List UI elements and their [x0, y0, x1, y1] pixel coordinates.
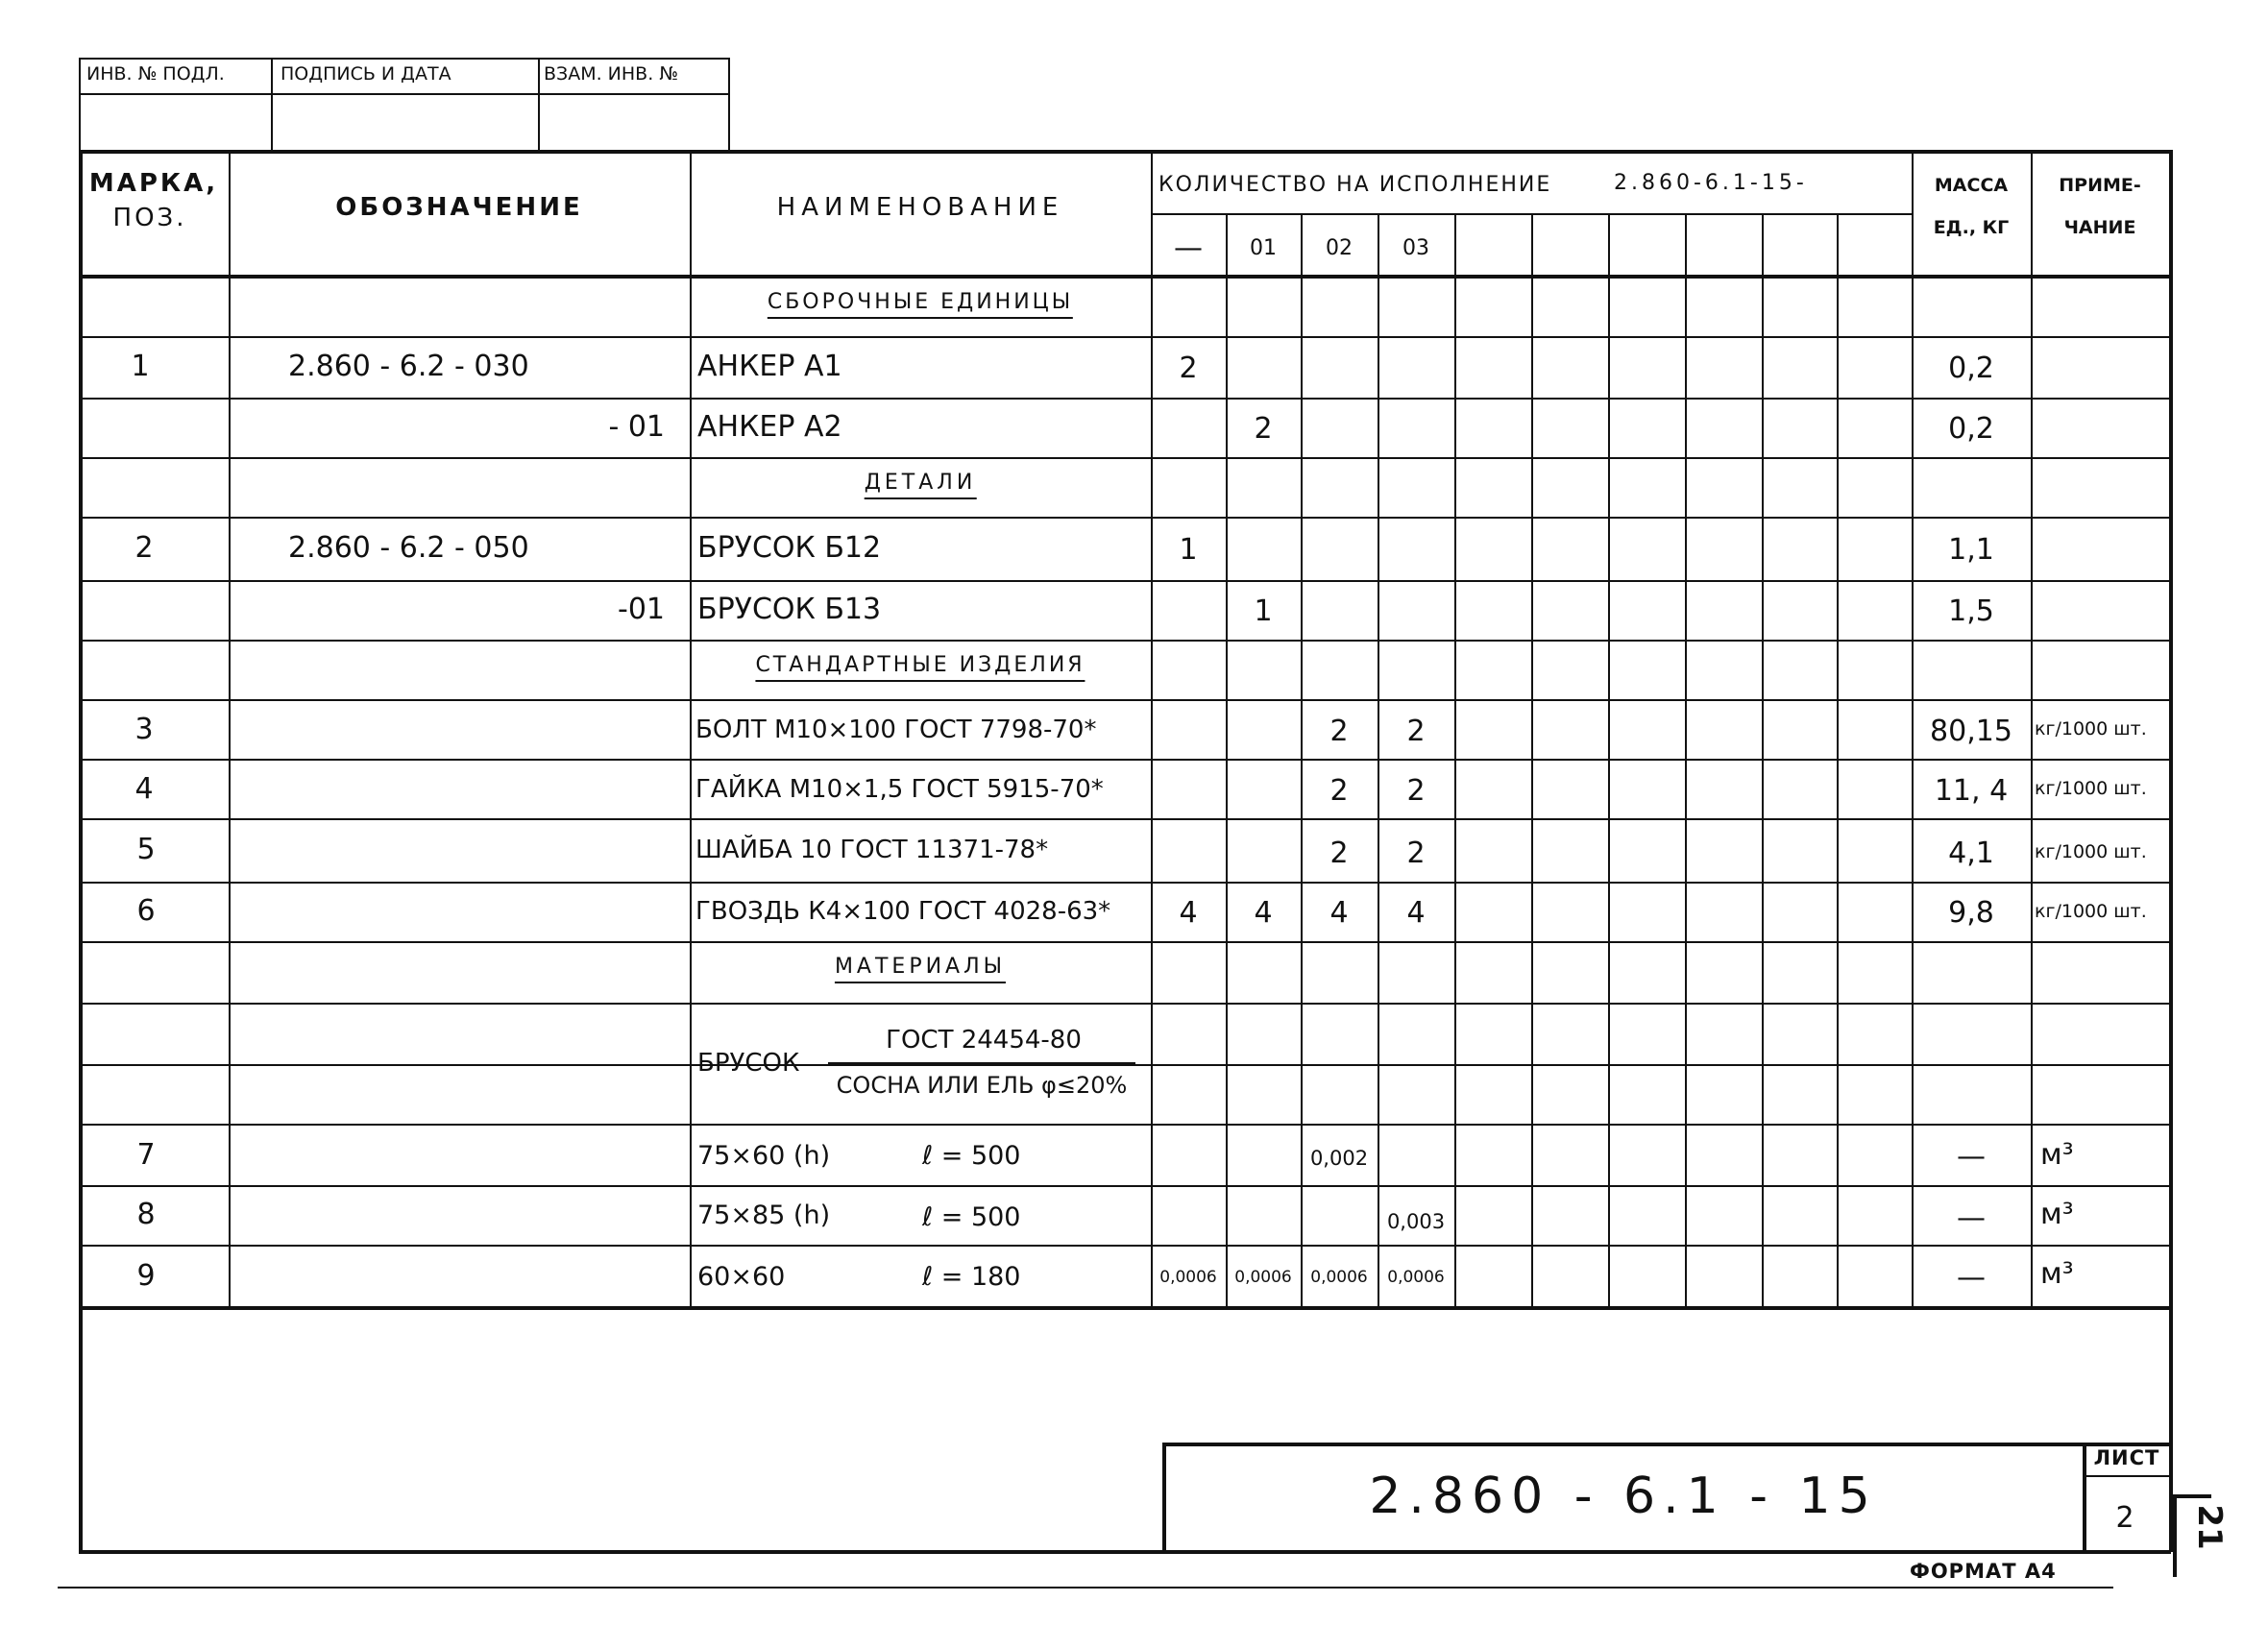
sheet-number: 2 — [2115, 1501, 2134, 1535]
header-pos: ПОЗ. — [112, 204, 187, 232]
row10-pos: 8 — [136, 1198, 156, 1231]
row10-mass: — — [1957, 1201, 1986, 1235]
row1-name: АНКЕР А1 — [697, 350, 842, 383]
header-note-1: ПРИМЕ- — [2059, 175, 2141, 196]
row8-q1: 4 — [1254, 896, 1273, 930]
header-exec-02: 02 — [1326, 236, 1353, 260]
section-assemblies: СБОРОЧНЫЕ ЕДИНИЦЫ — [768, 292, 1073, 319]
row7-pos: 5 — [136, 833, 156, 866]
row9-pos: 7 — [136, 1138, 156, 1172]
row8-pos: 6 — [136, 894, 156, 928]
row7-q2: 2 — [1329, 837, 1349, 870]
row9-q2: 0,002 — [1309, 1147, 1369, 1170]
row6-pos: 4 — [134, 772, 154, 806]
row10-q3: 0,003 — [1386, 1210, 1446, 1233]
header-quantity: КОЛИЧЕСТВО НА ИСПОЛНЕНИЕ — [1158, 173, 1552, 197]
row6-q3: 2 — [1406, 774, 1426, 808]
row9-mass: — — [1957, 1140, 1986, 1174]
document-code: 2.860 - 6.1 - 15 — [1369, 1467, 1878, 1525]
row8-note: кг/1000 шт. — [2035, 901, 2147, 922]
row3-mass: 1,1 — [1948, 533, 1994, 567]
header-exec-01: 01 — [1250, 236, 1277, 260]
row11-q3: 0,0006 — [1387, 1268, 1445, 1287]
row7-q3: 2 — [1406, 837, 1426, 870]
row2-q1: 2 — [1254, 412, 1273, 446]
row4-designation: -01 — [618, 593, 665, 626]
row5-name: БОЛТ М10×100 ГОСТ 7798-70* — [695, 715, 1097, 744]
row5-q3: 2 — [1406, 715, 1426, 748]
replace-label: ВЗАМ. ИНВ. № — [544, 63, 679, 85]
row1-pos: 1 — [131, 350, 150, 383]
row8-q0: 4 — [1179, 896, 1198, 930]
header-note-2: ЧАНИЕ — [2063, 217, 2136, 238]
material-name: БРУСОК — [697, 1049, 800, 1078]
row3-pos: 2 — [134, 531, 154, 565]
material-species: СОСНА ИЛИ ЕЛЬ φ≤20% — [836, 1072, 1128, 1099]
row5-note: кг/1000 шт. — [2035, 718, 2147, 740]
header-designation: ОБОЗНАЧЕНИЕ — [335, 193, 583, 222]
format-label: ФОРМАТ А4 — [1910, 1560, 2057, 1583]
row4-name: БРУСОК Б13 — [697, 593, 882, 626]
row11-note: м³ — [2040, 1257, 2074, 1291]
row10-length: ℓ = 500 — [922, 1202, 1021, 1232]
header-exec-base: — — [1174, 231, 1203, 265]
material-standard: ГОСТ 24454-80 — [886, 1026, 1082, 1055]
row11-mass: — — [1957, 1261, 1986, 1295]
row3-name: БРУСОК Б12 — [697, 531, 882, 565]
header-mass: МАССА — [1934, 175, 2009, 196]
header-name: НАИМЕНОВАНИЕ — [776, 193, 1064, 222]
inv-label: ИНВ. № ПОДЛ. — [86, 63, 225, 85]
header-mark: МАРКА, — [88, 169, 219, 198]
side-page-number: 21 — [2190, 1504, 2229, 1550]
row3-designation: 2.860 - 6.2 - 050 — [288, 531, 529, 565]
row11-name: 60×60 — [697, 1262, 786, 1292]
row1-mass: 0,2 — [1948, 352, 1994, 385]
row11-q0: 0,0006 — [1159, 1268, 1217, 1287]
row10-note: м³ — [2040, 1198, 2074, 1231]
row7-note: кг/1000 шт. — [2035, 841, 2147, 862]
sheet-label: ЛИСТ — [2093, 1446, 2160, 1469]
row8-mass: 9,8 — [1948, 896, 1994, 930]
row1-designation: 2.860 - 6.2 - 030 — [288, 350, 529, 383]
row11-pos: 9 — [136, 1259, 156, 1293]
row1-q0: 2 — [1179, 352, 1198, 385]
section-details: ДЕТАЛИ — [865, 473, 977, 499]
row8-q3: 4 — [1406, 896, 1426, 930]
header-quantity-code: 2.860-6.1-15- — [1614, 171, 1808, 195]
row2-mass: 0,2 — [1948, 412, 1994, 446]
row6-note: кг/1000 шт. — [2035, 778, 2147, 799]
row5-q2: 2 — [1329, 715, 1349, 748]
row4-q1: 1 — [1254, 594, 1273, 628]
row6-name: ГАЙКА М10×1,5 ГОСТ 5915-70* — [695, 775, 1104, 804]
row2-designation: - 01 — [608, 410, 665, 444]
material-fraction-line — [828, 1062, 1135, 1064]
row7-name: ШАЙБА 10 ГОСТ 11371-78* — [695, 836, 1049, 864]
row11-length: ℓ = 180 — [922, 1262, 1021, 1292]
row9-name: 75×60 (h) — [697, 1141, 831, 1171]
header-mass-unit: ЕД., КГ — [1933, 217, 2010, 238]
row2-name: АНКЕР А2 — [697, 410, 842, 444]
row9-length: ℓ = 500 — [922, 1141, 1021, 1171]
row6-mass: 11, 4 — [1934, 774, 2009, 808]
row9-note: м³ — [2040, 1138, 2074, 1172]
table-top-border — [79, 150, 2171, 154]
row11-q2: 0,0006 — [1310, 1268, 1368, 1287]
header-exec-03: 03 — [1402, 236, 1429, 260]
row3-q0: 1 — [1179, 533, 1198, 567]
row10-name: 75×85 (h) — [697, 1201, 831, 1230]
row5-pos: 3 — [134, 713, 154, 746]
row5-mass: 80,15 — [1930, 715, 2012, 748]
section-standard: СТАНДАРТНЫЕ ИЗДЕЛИЯ — [755, 655, 1085, 682]
row4-mass: 1,5 — [1948, 594, 1994, 628]
sign-label: ПОДПИСЬ И ДАТА — [280, 63, 451, 85]
row7-mass: 4,1 — [1948, 837, 1994, 870]
row8-name: ГВОЗДЬ К4×100 ГОСТ 4028-63* — [695, 897, 1111, 926]
row6-q2: 2 — [1329, 774, 1349, 808]
row8-q2: 4 — [1329, 896, 1349, 930]
row11-q1: 0,0006 — [1234, 1268, 1292, 1287]
section-materials: МАТЕРИАЛЫ — [835, 957, 1006, 983]
